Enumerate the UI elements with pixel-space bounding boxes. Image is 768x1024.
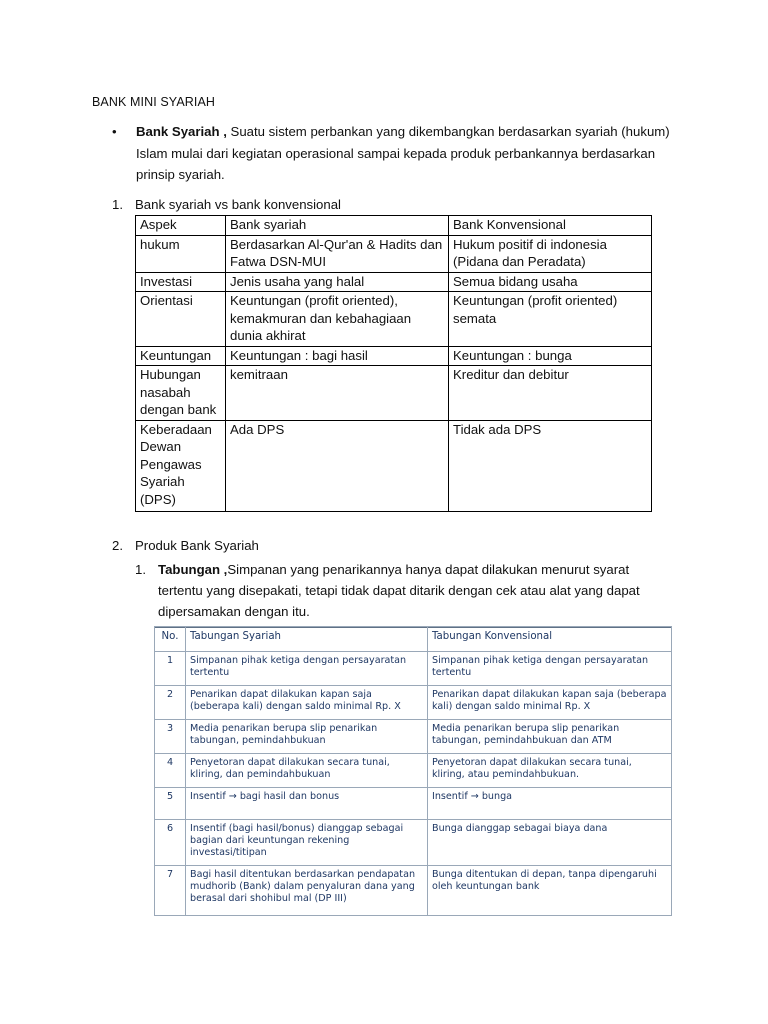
table-header-row bbox=[136, 216, 652, 236]
table-row: 6 Insentif (bagi hasil/bonus) dianggap sebagai bagian dari keuntungan rekening investasi/titipan Bunga dianggap sebagai biaya dana bbox=[155, 820, 672, 866]
tabungan-text: Simpanan yang penarikannya hanya dapat dilakukan menurut syarat tertentu yang disepakati, tetapi tidak dapat ditarik dengan cek atau alat yang dapat dipersamakan dengan itu. bbox=[158, 562, 640, 619]
bullet-marker: • bbox=[112, 124, 117, 139]
table-row: Orientasi Keuntungan (profit oriented), kemakmuran dan kebahagiaan dunia akhirat Keuntungan (profit oriented) semata bbox=[136, 292, 652, 347]
table-row: Hubungan nasabah dengan bank kemitraan Kreditur dan debitur bbox=[136, 366, 652, 421]
table-row: Investasi Jenis usaha yang halal Semua bidang usaha bbox=[136, 272, 652, 292]
document-page: BANK MINI SYARIAH • Bank Syariah , Suatu sistem perbankan yang dikembangkan berdasarkan syariah (hukum) Islam mulai dari kegiatan operasional sampai kepada produk perbankannya berdasarkan prinsip syariah. 1. Bank syariah vs bank konvensional Aspek Bank syariah Bank Konvensional hukum Berdasarkan Al-Qur'an & Hadits dan Fatwa DSN-MUI Hukum positif di indonesia (Pidana dan Peradata) Investasi Jenis usaha yang halal Semua bidang usaha Orientasi Keuntungan (profit oriented), kemakmuran dan kebahagiaan dunia akhirat Keuntungan (profit oriented) semata Keuntungan Keuntungan : bagi hasil Keuntungan : bunga Hubungan nasabah dengan bank kemitraan Kreditur dan debitur Keberadaan Dewan Pengawas Syariah (DPS) Ada DPS Tidak ada DPS 2. Produk Bank Syariah 1. Tabungan ,Simpanan yang penarikannya hanya dapat dilakukan menurut syarat tertentu yang disepakati, tetapi tidak dapat ditarik dengan cek atau alat yang dapat dipersamakan dengan itu. No. Tabungan Syariah Tabungan Konvensional 1 Simpanan pihak ketiga dengan persayaratan tertentu Simpanan pihak ketiga dengan persayaratan tertentu 2 Penarikan dapat dilakukan kapan saja (beberapa kali) dengan saldo minimal Rp. X Penarikan dapat dilakukan kapan saja (beberapa kali) dengan saldo minimal Rp. X 3 Media penarikan berupa slip penarikan tabungan, pemindahbukuan Media penarikan berupa slip penarikan tabungan, pemindahbukuan dan ATM 4 Penyetoran dapat dilakukan secara tunai, kliring, dan pemindahbukuan Penyetoran dapat dilakukan secara tunai, kliring, atau pemindahbukuan. 5 Insentif → bagi hasil dan bonus Insentif → bunga 6 Insentif (bagi hasil/bonus) dianggap sebagai bagian dari keuntungan rekening investasi/titipan Bunga dianggap sebagai biaya dana 7 Bagi hasil ditentukan berdasarkan pendapatan mudhorib (Bank) dalam penyaluran dana yang berasal dari shohibul mal (DP III) Bunga ditentukan di depan, tanpa dipengaruhi oleh keuntungan bank bbox=[0, 0, 768, 1024]
intro-term: Bank Syariah , bbox=[136, 124, 227, 139]
table-row: 5 Insentif → bagi hasil dan bonus Insentif → bunga bbox=[155, 788, 672, 820]
header-cell: No. bbox=[155, 627, 186, 652]
bank-comparison-table bbox=[135, 215, 652, 512]
document-title: BANK MINI SYARIAH bbox=[92, 95, 216, 109]
header-cell: Bank syariah bbox=[226, 216, 449, 236]
header-cell: Tabungan Konvensional bbox=[428, 627, 672, 652]
table-row: 7 Bagi hasil ditentukan berdasarkan pendapatan mudhorib (Bank) dalam penyaluran dana yang berasal dari shohibul mal (DP III) Bunga ditentukan di depan, tanpa dipengaruhi oleh keuntungan bank bbox=[155, 866, 672, 916]
table-header-row bbox=[155, 627, 672, 652]
header-cell: Aspek bbox=[136, 216, 226, 236]
tabungan-definition: 1. Tabungan ,Simpanan yang penarikannya hanya dapat dilakukan menurut syarat tertentu yang disepakati, tetapi tidak dapat ditarik dengan cek atau alat yang dapat dipersamakan dengan itu. bbox=[135, 562, 640, 619]
table-row: hukum Berdasarkan Al-Qur'an & Hadits dan Fatwa DSN-MUI Hukum positif di indonesia (Pidana dan Peradata) bbox=[136, 235, 652, 272]
table-row: Keuntungan Keuntungan : bagi hasil Keuntungan : bunga bbox=[136, 346, 652, 366]
intro-bullet bbox=[112, 121, 692, 186]
table-row: 1 Simpanan pihak ketiga dengan persayaratan tertentu Simpanan pihak ketiga dengan persayaratan tertentu bbox=[155, 652, 672, 686]
table-row: Keberadaan Dewan Pengawas Syariah (DPS) Ada DPS Tidak ada DPS bbox=[136, 420, 652, 512]
table-row: 4 Penyetoran dapat dilakukan secara tunai, kliring, dan pemindahbukuan Penyetoran dapat dilakukan secara tunai, kliring, atau pemindahbukuan. bbox=[155, 754, 672, 788]
intro-text: Suatu sistem perbankan yang dikembangkan berdasarkan syariah (hukum) Islam mulai dari kegiatan operasional sampai kepada produk perbankannya berdasarkan prinsip syariah. bbox=[136, 124, 670, 182]
header-cell: Bank Konvensional bbox=[449, 216, 652, 236]
tabungan-term: Tabungan , bbox=[158, 562, 228, 577]
header-cell: Tabungan Syariah bbox=[186, 627, 428, 652]
table-row: 3 Media penarikan berupa slip penarikan tabungan, pemindahbukuan Media penarikan berupa slip penarikan tabungan, pemindahbukuan dan ATM bbox=[155, 720, 672, 754]
tabungan-comparison-table bbox=[154, 626, 672, 916]
table-row: 2 Penarikan dapat dilakukan kapan saja (beberapa kali) dengan saldo minimal Rp. X Penarikan dapat dilakukan kapan saja (beberapa kali) dengan saldo minimal Rp. X bbox=[155, 686, 672, 720]
